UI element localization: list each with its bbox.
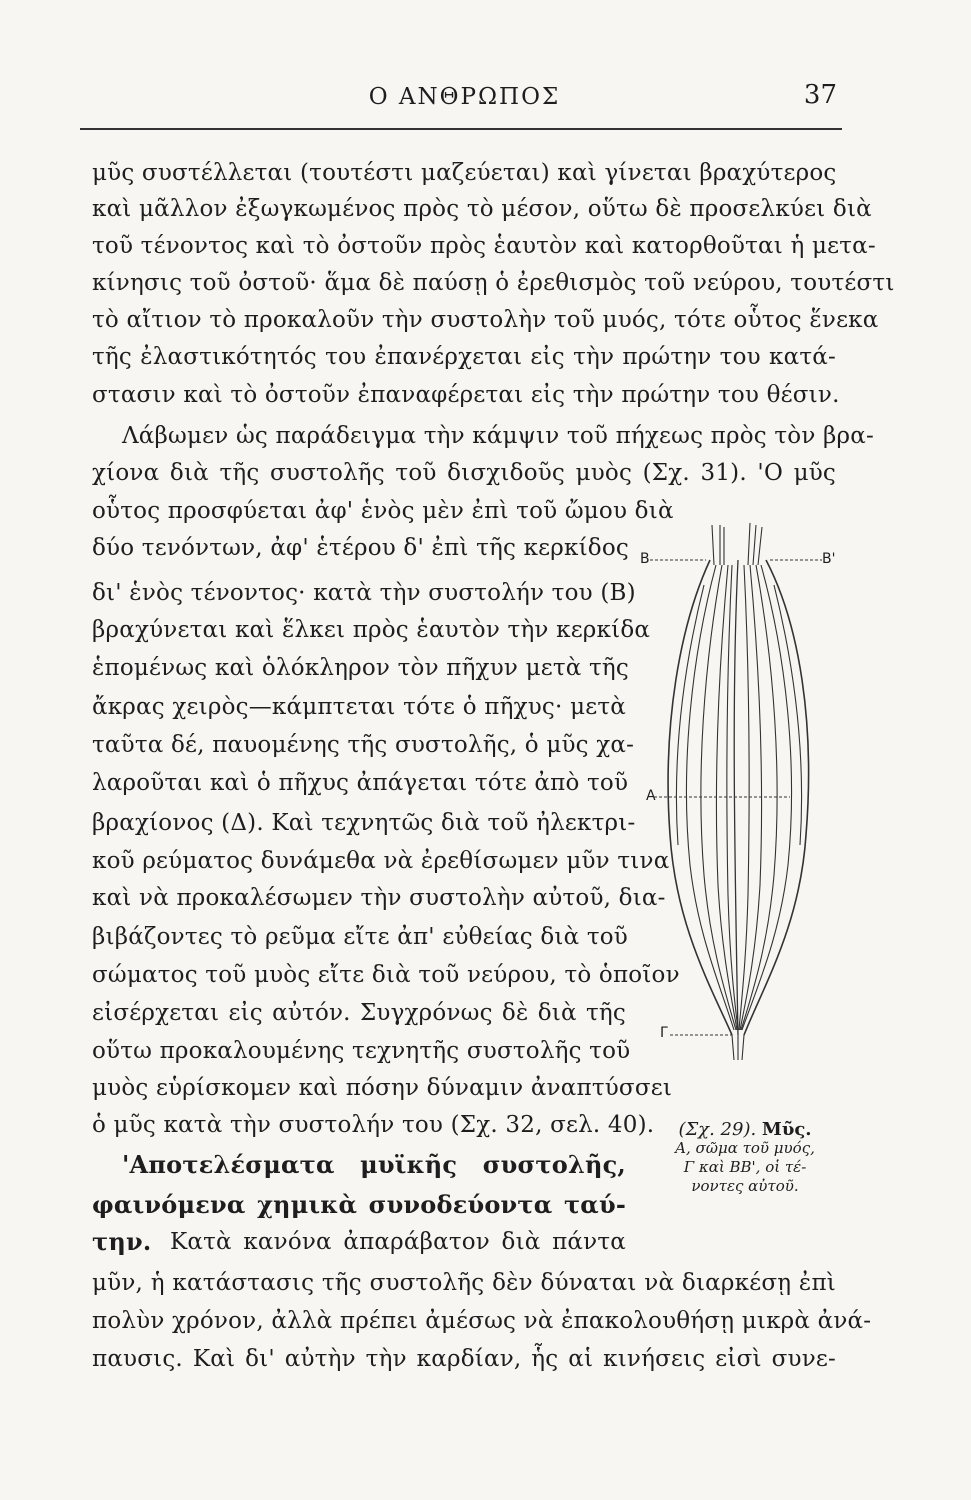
muscle-illustration (640, 505, 840, 1065)
text-line: μυὸς εὑρίσκομεν καὶ πόσην δύναμιν ἀναπτύσσει (92, 1075, 673, 1101)
page-title: Ο ΑΝΘΡΩΠΟΣ (368, 84, 561, 110)
text-line: δύο τενόντων, ἀφ' ἑτέρου δ' ἐπὶ τῆς κερκίδος (92, 535, 629, 561)
label-a: A (646, 788, 656, 804)
text-line: οὕτω προκαλουμένης τεχνητῆς συστολῆς τοῦ (92, 1038, 631, 1064)
text-line: βιβάζοντες τὸ ρεῦμα εἴτε ἀπ' εὐθείας διὰ τοῦ (92, 924, 628, 950)
text-line: ἄκρας χειρὸς—κάμπτεται τότε ὁ πῆχυς· μετὰ (92, 694, 626, 720)
running-head (92, 78, 837, 118)
text-line: ταῦτα δέ, παυομένης τῆς συστολῆς, ὁ μῦς χα- (92, 732, 635, 758)
text-line: τοῦ τένοντος καὶ τὸ ὀστοῦν πρὸς ἑαυτὸν καὶ κατορθοῦται ἡ μετα- (92, 233, 876, 259)
text-line: ἑπομένως καὶ ὁλόκληρον τὸν πῆχυν μετὰ τῆς (92, 655, 629, 681)
text-line: παυσις. Καὶ δι' αὐτὴν τὴν καρδίαν, ἧς αἱ κινήσεις εἰσὶ συνε- (92, 1346, 836, 1372)
text-line: ὁ μῦς κατὰ τὴν συστολήν του (Σχ. 32, σελ. 40). (92, 1112, 655, 1138)
text-line: μῦν, ἡ κατάστασις τῆς συστολῆς δὲν δύναται νὰ διαρκέσῃ ἐπὶ (92, 1270, 836, 1296)
caption-heading (645, 1120, 845, 1139)
text-line: κίνησις τοῦ ὀστοῦ· ἅμα δὲ παύσῃ ὁ ἐρεθισμὸς τοῦ νεύρου, τουτέστι (92, 270, 895, 296)
text-line: λαροῦται καὶ ὁ πῆχυς ἀπάγεται τότε ἀπὸ τοῦ (92, 770, 629, 796)
caption-line: Γ καὶ ΒΒ', οἱ τέ- (683, 1158, 807, 1176)
text-line: μῦς συστέλλεται (τουτέστι μαζεύεται) καὶ γίνεται βραχύτερος (92, 160, 837, 186)
section-heading: την. (92, 1227, 152, 1256)
text-line: βραχύνεται καὶ ἕλκει πρὸς ἑαυτὸν τὴν κερκίδα (92, 617, 651, 643)
label-b-prime: B' (822, 551, 836, 567)
label-b: B (640, 551, 650, 567)
text-line: τὸ αἴτιον τὸ προκαλοῦν τὴν συστολὴν τοῦ μυός, τότε οὗτος ἕνεκα (92, 307, 879, 333)
text-line: δι' ἑνὸς τένοντος· κατὰ τὴν συστολήν του (Β) (92, 580, 636, 606)
figure-caption (645, 1120, 845, 1196)
page-number: 37 (803, 80, 837, 110)
text-line: στασιν καὶ τὸ ὀστοῦν ἐπαναφέρεται εἰς τὴν πρώτην του θέσιν. (92, 382, 840, 408)
caption-title: Μῦς. (761, 1119, 812, 1140)
text-line: Λάβωμεν ὡς παράδειγμα τὴν κάμψιν τοῦ πήχεως πρὸς τὸν βρα- (122, 423, 874, 449)
text-line: εἰσέρχεται εἰς αὐτόν. Συγχρόνως δὲ διὰ τῆς (92, 1000, 626, 1026)
text-line: Κατὰ κανόνα ἀπαράβατον διὰ πάντα (170, 1229, 626, 1255)
text-line: οὗτος προσφύεται ἀφ' ἑνὸς μὲν ἐπὶ τοῦ ὤμου διὰ (92, 498, 674, 524)
muscle-figure (640, 505, 840, 1065)
text-line: χίονα διὰ τῆς συστολῆς τοῦ δισχιδοῦς μυὸς (Σχ. 31). 'Ο μῦς (92, 460, 836, 486)
caption-number: (Σχ. 29). (678, 1119, 757, 1140)
caption-line: Α, σῶμα τοῦ μυός, (675, 1139, 815, 1157)
label-g: Γ (660, 1025, 668, 1041)
text-line: βραχίονος (Δ). Καὶ τεχνητῶς διὰ τοῦ ἠλεκτρι- (92, 810, 636, 836)
caption-line: νοντες αὐτοῦ. (691, 1177, 799, 1195)
section-heading: φαινόμενα χημικὰ συνοδεύοντα ταύ- (92, 1190, 626, 1219)
text-line: τῆς ἐλαστικότητός του ἐπανέρχεται εἰς τὴν πρώτην του κατά- (92, 344, 836, 370)
section-heading: 'Αποτελέσματα μυϊκῆς συστολῆς, (122, 1150, 626, 1179)
header-rule (80, 128, 842, 130)
text-line: πολὺν χρόνον, ἀλλὰ πρέπει ἀμέσως νὰ ἐπακολουθήσῃ μικρὰ ἀνά- (92, 1308, 872, 1334)
text-line: καὶ νὰ προκαλέσωμεν τὴν συστολὴν αὐτοῦ, δια- (92, 885, 666, 911)
text-line: κοῦ ρεύματος δυνάμεθα νὰ ἐρεθίσωμεν μῦν τινα (92, 848, 670, 874)
text-line: καὶ μᾶλλον ἐξωγκωμένος πρὸς τὸ μέσον, οὕτω δὲ προσελκύει διὰ (92, 196, 872, 222)
text-line: σώματος τοῦ μυὸς εἴτε διὰ τοῦ νεύρου, τὸ ὁποῖον (92, 962, 680, 988)
